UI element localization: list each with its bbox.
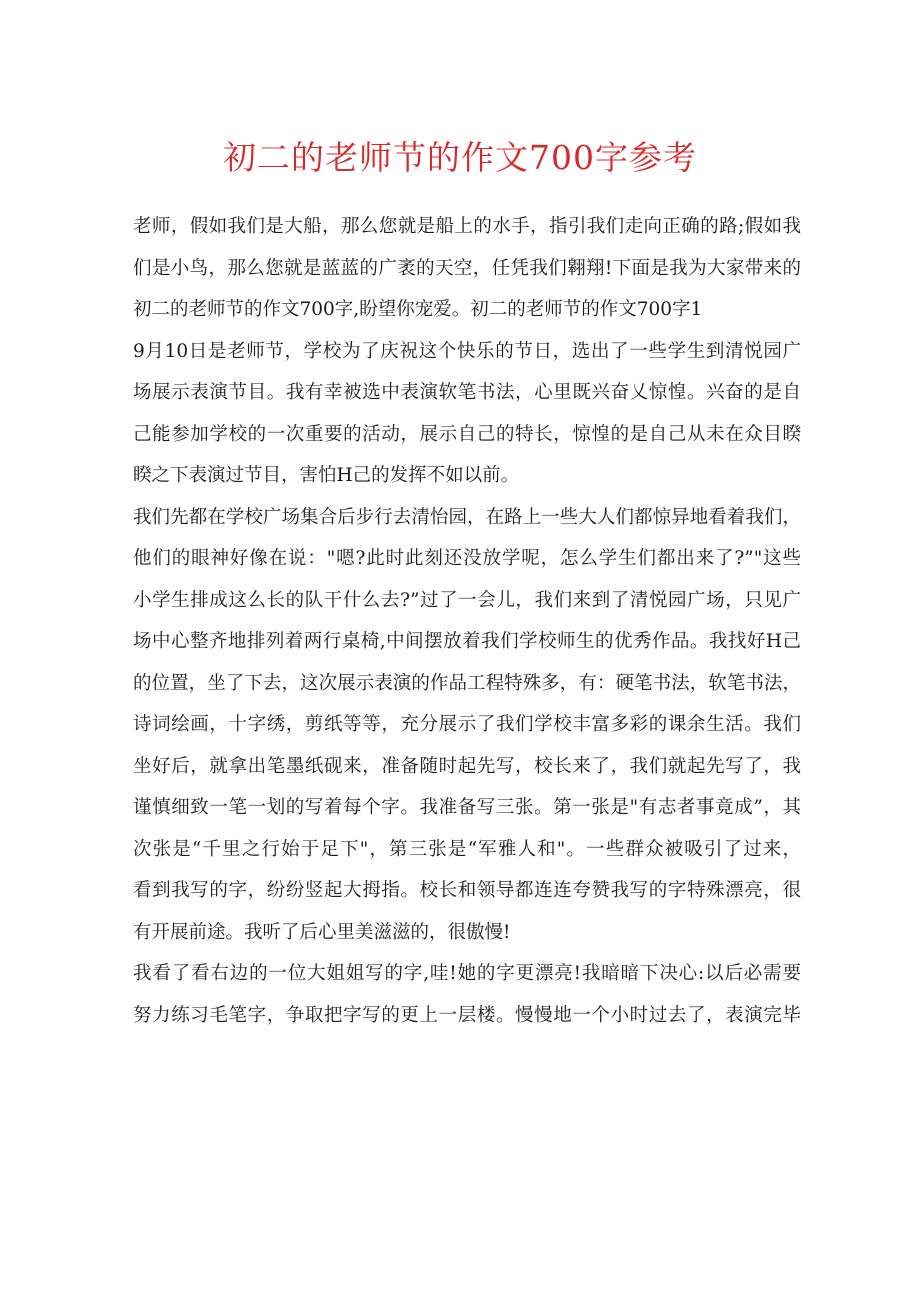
paragraph-line: 初二的老师节的作文700字,盼望你宠爱。初二的老师节的作文700字1 (133, 299, 703, 320)
paragraph-line: 睽之下表演过节目，害怕H己的发挥不如以前。 (133, 465, 520, 486)
paragraph-line: 们是小鸟，那么您就是蓝蓝的广袤的天空，任凭我们翱翔!下面是我为大家带来的 (133, 257, 801, 279)
paragraph-line: 老师，假如我们是大船，那么您就是船上的水手，指引我们走向正确的路;假如我 (133, 216, 801, 237)
paragraph-line: 看到我写的字，纷纷竖起大拇指。校长和领导都连连夸赞我写的字特殊漂亮，很 (133, 880, 801, 901)
paragraph-line: 的位置，坐了下去，这次展示表演的作品工程特殊多，有：硬笔书法，软笔书法， (133, 672, 801, 694)
paragraph-line: 他们的眼神好像在说："嗯?此时此刻还没放学呢，怎么学生们都出来了?”"这些 (133, 548, 801, 569)
paragraph-line: 我看了看右边的一位大姐姐写的字,哇!她的字更漂亮!我暗暗下决心:以后必需要 (133, 963, 801, 984)
paragraph-line: 努力练习毛笔字，争取把字写的更上一层楼。慢慢地一个小时过去了，表演完毕 (133, 1004, 801, 1026)
paragraph-line: 诗词绘画，十字绣，剪纸等等，充分展示了我们学校丰富多彩的课余生活。我们 (133, 714, 801, 735)
paragraph-line: 谨慎细致一笔一划的写着每个字。我准备写三张。第一张是"有志者事竟成”，其 (133, 797, 801, 818)
paragraph-line: 小学生排成这么长的队干什么去?”过了一会儿，我们来到了清悦园广场，只见广 (133, 589, 801, 611)
paragraph-line: 坐好后，就拿出笔墨纸砚来，准备随时起先写，校长来了，我们就起先写了，我 (133, 755, 801, 777)
paragraph-line: 场中心整齐地排列着两行桌椅,中间摆放着我们学校师生的优秀作品。我找好H己 (133, 631, 801, 652)
paragraph-line: 9月10日是老师节，学校为了庆祝这个快乐的节日，选出了一些学生到清悦园广 (133, 340, 801, 362)
paragraph-line: 有开展前途。我听了后心里美滋滋的，很傲慢! (133, 921, 511, 943)
paragraph-line: 己能参加学校的一次重要的活动，展示自己的特长，惊惶的是自己从未在众目睽 (133, 423, 801, 445)
document-body (133, 206, 801, 1036)
document-title: 初二的老师节的作文700字参考 (223, 138, 697, 177)
paragraph-line: 我们先都在学校广场集合后步行去清怡园，在路上一些大人们都惊异地看着我们， (133, 506, 801, 528)
paragraph-line: 场展示表演节目。我有幸被选中表演软笔书法，心里既兴奋乂惊惶。兴奋的是自 (133, 382, 801, 403)
paragraph-line: 次张是“千里之行始于足下"，第三张是“军雅人和"。一些群众被吸引了过来， (133, 838, 801, 860)
